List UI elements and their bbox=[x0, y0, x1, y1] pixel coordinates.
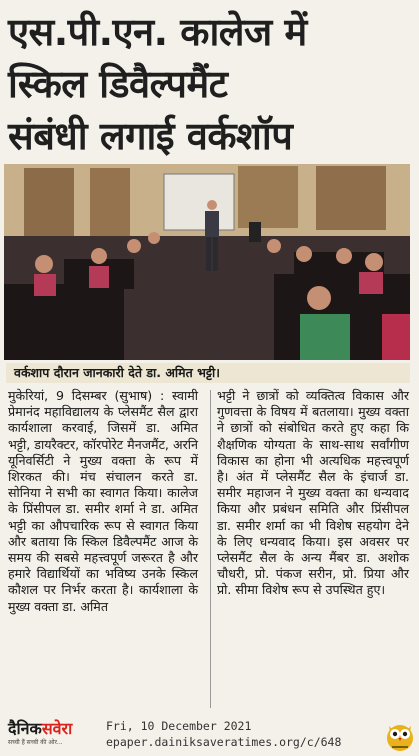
workshop-photo bbox=[4, 164, 410, 360]
article-column-left bbox=[8, 388, 198, 615]
logo-brand bbox=[8, 720, 104, 738]
owl-icon bbox=[384, 718, 416, 752]
headline bbox=[8, 6, 412, 162]
photo-caption: वर्कशाप दौरान जानकारी देते डा. अमित भट्टी। bbox=[6, 363, 410, 383]
headline-line-3: संबंधी लगाई वर्कशॉप bbox=[8, 114, 293, 158]
edition-date: Fri, 10 December 2021 bbox=[106, 719, 252, 733]
edition-url[interactable]: epaper.dainiksaveratimes.org/c/648 bbox=[106, 735, 342, 749]
column-divider bbox=[210, 390, 211, 708]
logo-tagline: सच्ची हैं सच्ची की ओर... bbox=[8, 739, 63, 746]
logo-brand-part1: दैनिक bbox=[8, 719, 42, 738]
dainik-savera-logo bbox=[8, 720, 104, 750]
headline-line-1: एस.पी.एन. कालेज में bbox=[8, 10, 307, 54]
logo-brand-part2: सवेरा bbox=[41, 719, 73, 738]
edition-stamp bbox=[106, 718, 341, 750]
footer bbox=[0, 712, 419, 756]
headline-line-2: स्किल डिवैल्पमैंट bbox=[8, 62, 228, 106]
article-text-right: भट्टी ने छात्रों को व्यक्तित्व विकास और गुणवत्ता के विषय में बतलाया। मुख्य वक्ता ने छात्रों को संबोधित करते हुए कहा कि शैक्षणिक योग्यता के साथ-साथ सर्वांगीण विकास का होना भी अत्यधिक महत्त्वपूर्ण है। अंत में प्लेसमैंट सैल के इंचार्ज डा. समीर महाजन ने मुख्य वक्ता का धन्यवाद किया और प्रबंधन समिति और प्रिंसीपल डा. समीर शर्मा का भी विशेष सहयोग देने के लिए धन्यवाद किया। इस अवसर पर प्लेसमैंट सैल के अन्य मैंबर डा. अशोक चौधरी, प्रो. पंकज सरीन, प्रो. प्रिया और प्रो. सीमा विशेष रूप से उपस्थित हुए। bbox=[217, 388, 409, 598]
article-column-right bbox=[217, 388, 409, 599]
article-text-left: मुकेरियां, 9 दिसम्बर (सुभाष) : स्वामी प्रेमानंद महाविद्यालय के प्लेसमैंट सैल द्वारा कार्यशाला करवाई, जिसमें डा. अमित भट्टी, डायरैक्टर, कॉरपोरेट मैनजमैंट, अरनि यूनिवर्सिटी ने मुख्य वक्ता के रूप में शिरकत की। मंच संचालन करते डा. सोनिया ने सभी का स्वागत किया। कालेज के प्रिंसीपल डा. समीर शर्मा ने डा. अमित भट्टी का औपचारिक रूप से स्वागत किया और बताया कि स्किल डिवैल्पमैंट आज के समय की सबसे महत्त्वपूर्ण जरूरत है और हमारे विद्यार्थियों का भविष्य उनके स्किल कौशल पर निर्भर करता है। कार्यशाला के मुख्य वक्ता डा. अमित bbox=[8, 388, 198, 614]
